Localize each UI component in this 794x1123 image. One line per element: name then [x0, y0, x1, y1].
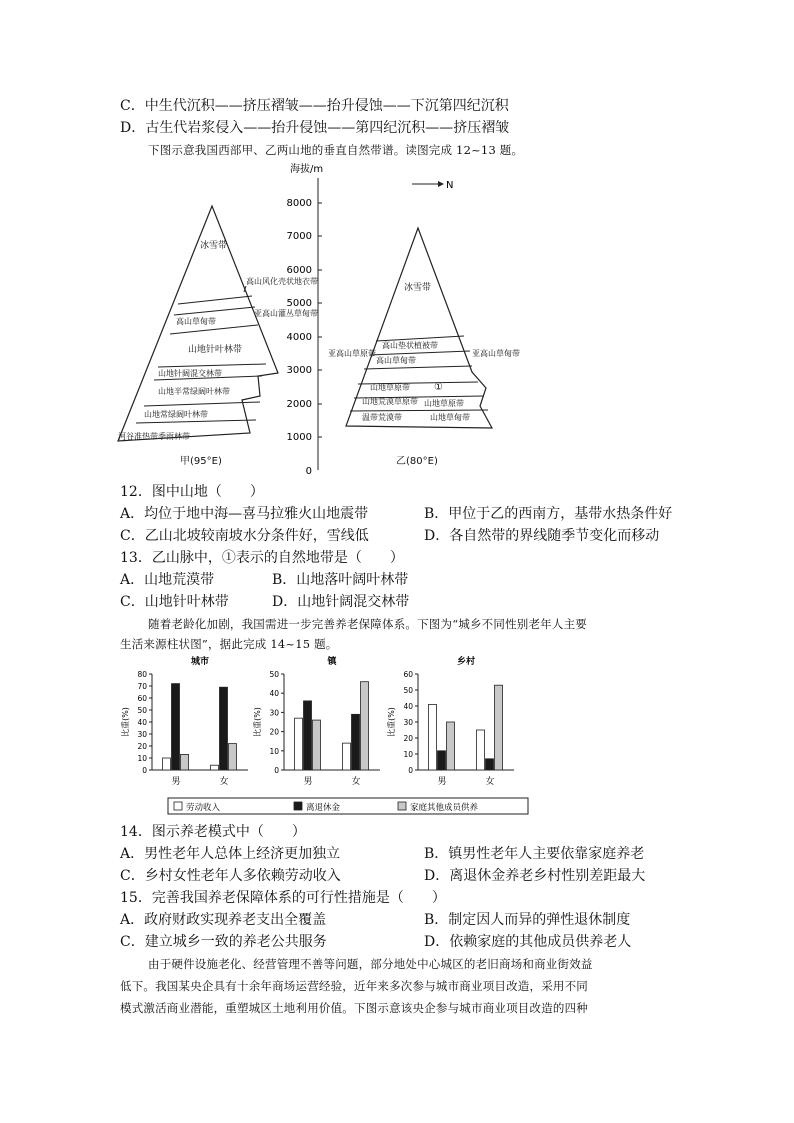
tick-7000: 7000: [286, 231, 312, 242]
chart-ytick-label-1-1: 40: [269, 689, 279, 699]
mountain-yi: [328, 228, 520, 467]
chart-ytick-label-1-2: 30: [269, 708, 279, 718]
jia-belt-ice: 冰雪带: [200, 241, 228, 251]
tick-2000: 2000: [286, 399, 312, 410]
bar-0-1-2: [229, 744, 237, 770]
yi-belt-cushion: 高山垫状植被带: [382, 341, 438, 350]
q14-option-a: A．男性老年人总体上经济更加独立: [120, 846, 341, 862]
yi-belt-unknown-1: ①: [434, 382, 443, 393]
bar-0-1-0: [211, 765, 219, 770]
yi-belt-ice: 冰雪带: [404, 283, 432, 293]
tick-3000: 3000: [286, 365, 312, 376]
chart-ytick-label-2-4: 20: [403, 734, 413, 743]
q13-option-b: B．山地落叶阔叶林带: [272, 572, 409, 588]
bar-1-1-1: [352, 714, 360, 770]
q13-option-c: C．山地针叶林带: [120, 594, 229, 610]
chart-ytick-label-2-2: 40: [403, 702, 413, 711]
q15-option-d: D．依赖家庭的其他成员供养老人: [424, 934, 632, 950]
q14-option-d: D．离退休金养老乡村性别差距最大: [424, 868, 646, 884]
chart-ylabel-2: 比重(%): [387, 707, 396, 737]
jia-belt-evergreen: 山地常绿阔叶林带: [144, 410, 208, 419]
bar-1-0-2: [313, 720, 321, 770]
chart-ytick-label-2-6: 0: [408, 766, 413, 775]
tick-4000: 4000: [286, 332, 312, 343]
q12-option-a: A．均位于地中海—喜马拉雅火山地震带: [120, 506, 369, 522]
bar-0-0-2: [181, 754, 189, 770]
legend-swatch-1: [294, 802, 302, 810]
yi-belt-meadow-2: 山地草甸带: [430, 413, 470, 422]
q14-stem: 14．图示养老模式中（ ）: [120, 824, 306, 840]
chart-title-2: 乡村: [456, 657, 476, 667]
q12-option-b: B．甲位于乙的西南方，基带水热条件好: [424, 506, 673, 522]
chart-ytick-label-2-5: 10: [403, 750, 413, 759]
chart-ytick-label-0-3: 50: [137, 706, 147, 715]
chart-category-2-1: 女: [485, 777, 495, 787]
chart-ytick-label-0-2: 60: [137, 694, 147, 703]
y-axis-label: 海拔/m: [290, 164, 324, 175]
q15-option-c: C．建立城乡一致的养老公共服务: [120, 934, 327, 950]
q15-option-b: B．制定因人而异的弹性退休制度: [424, 912, 631, 928]
intro-16-line3: 模式激活商业潜能，重塑城区土地利用价值。下图示意该央企参与城市商业项目改造的四种: [120, 1001, 588, 1015]
yi-belt-temperate-desert: 温带荒漠带: [362, 413, 402, 422]
tick-5000: 5000: [286, 298, 312, 309]
jia-belt-lichen: 高山风化壳状地衣带: [246, 277, 318, 286]
yi-belt-desert-steppe: 山地荒漠草原带: [362, 397, 418, 406]
bar-1-0-1: [304, 701, 312, 770]
chart-ylabel-0: 比重(%): [121, 707, 130, 737]
chart-ytick-label-1-4: 10: [269, 746, 279, 756]
chart-ytick-label-0-6: 20: [137, 742, 147, 751]
chart-ytick-label-1-3: 20: [269, 727, 279, 737]
chart-ytick-label-0-1: 70: [137, 682, 147, 691]
q13-option-d: D．山地针阔混交林带: [272, 594, 410, 610]
q11-option-d: D．古生代岩浆侵入——抬升侵蚀——第四纪沉积——挤压褶皱: [120, 120, 510, 136]
jia-belt-monsoon: 河谷准热带季雨林带: [118, 432, 190, 441]
jia-belt-conifer: 山地针叶林带: [188, 345, 243, 355]
bar-2-1-0: [477, 730, 485, 770]
chart-category-0-0: 男: [171, 777, 181, 787]
legend-swatch-0: [174, 802, 182, 810]
yi-caption: 乙(80°E): [396, 456, 438, 467]
chart-ytick-label-2-0: 60: [403, 670, 413, 679]
mountain-zonation-figure: [100, 158, 700, 476]
yi-belt-subalpine-meadow: 亚高山草甸带: [472, 349, 520, 358]
legend-swatch-2: [398, 802, 406, 810]
bar-1-1-2: [361, 682, 369, 770]
chart-category-0-1: 女: [219, 777, 229, 787]
legend-label-2: 家庭其他成员供养: [410, 803, 479, 813]
tick-0: 0: [305, 466, 312, 476]
tick-6000: 6000: [286, 265, 312, 276]
bar-2-0-0: [429, 704, 437, 770]
chart-ytick-label-0-4: 40: [137, 718, 147, 727]
chart-ylabel-1: 比重(%): [253, 707, 262, 737]
chart-ytick-label-1-0: 50: [269, 670, 279, 679]
jia-belt-mixed: 山地针阔混交林带: [158, 369, 222, 378]
bar-0-1-1: [220, 687, 228, 770]
chart-title-1: 镇: [327, 657, 337, 667]
bar-0-0-0: [163, 758, 171, 770]
legend-label-1: 离退休金: [306, 803, 341, 813]
q12-option-d: D．各自然带的界线随季节变化而移动: [424, 528, 660, 544]
chart-category-2-0: 男: [437, 777, 447, 787]
chart-ytick-label-0-0: 80: [137, 670, 147, 679]
chart-ytick-label-2-1: 50: [403, 686, 413, 695]
chart-ytick-label-0-8: 0: [142, 766, 147, 775]
jia-belt-semievergreen: 山地半常绿阔叶林带: [158, 387, 230, 396]
chart-ytick-label-1-5: 0: [274, 766, 279, 775]
intro-14-15-line1: 随着老龄化加剧，我国需进一步完善养老保障体系。下图为“城乡不同性别老年人主要: [148, 617, 587, 631]
jia-belt-shrub: 亚高山灌丛草甸带: [254, 309, 318, 318]
q12-stem: 12．图中山地（ ）: [120, 484, 264, 500]
bar-2-0-1: [438, 751, 446, 770]
q11-option-c: C．中生代沉积——挤压褶皱——抬升侵蚀——下沉第四纪沉积: [120, 98, 509, 114]
yi-belt-mountain-steppe: 山地草原带: [370, 383, 410, 392]
north-arrow-icon: [412, 180, 453, 191]
intro-16-line1: 由于硬件设施老化、经营管理不善等问题，部分地处中心城区的老旧商场和商业街效益: [148, 957, 593, 971]
bar-2-0-2: [447, 722, 455, 770]
q14-option-b: B．镇男性老年人主要依靠家庭养老: [424, 846, 645, 862]
north-label: N: [446, 180, 454, 191]
yi-belt-steppe-2: 山地草原带: [424, 399, 464, 408]
y-ticks: [287, 198, 312, 476]
q15-stem: 15．完善我国养老保障体系的可行性措施是（ ）: [120, 890, 446, 906]
q14-option-c: C．乡村女性老年人多依赖劳动收入: [120, 868, 341, 884]
chart-ytick-label-0-7: 10: [137, 754, 147, 763]
chart-title-0: 城市: [190, 657, 210, 667]
q13-stem: 13．乙山脉中，①表示的自然地带是（ ）: [120, 550, 404, 566]
q13-option-a: A．山地荒漠带: [120, 572, 215, 588]
intro-12-13: 下图示意我国西部甲、乙两山地的垂直自然带谱。读图完成 12~13 题。: [148, 143, 524, 157]
chart-ytick-label-2-3: 30: [403, 718, 413, 727]
bar-2-1-1: [486, 759, 494, 770]
q15-option-a: A．政府财政实现养老支出全覆盖: [120, 912, 327, 928]
yi-belt-subalpine-steppe: 亚高山草原带: [328, 349, 376, 358]
yi-belt-alpine-meadow: 高山草甸带: [376, 356, 416, 365]
legend-label-0: 劳动收入: [186, 803, 221, 813]
bar-2-1-2: [495, 685, 503, 770]
intro-14-15-line2: 生活来源柱状图”，据此完成 14~15 题。: [120, 637, 338, 651]
elderly-income-bar-charts: [118, 652, 678, 820]
tick-8000: 8000: [286, 198, 312, 209]
chart-ytick-label-0-5: 30: [137, 730, 147, 739]
bar-0-0-1: [172, 684, 180, 770]
jia-caption: 甲(95°E): [180, 456, 222, 467]
chart-category-1-0: 男: [303, 777, 313, 787]
chart-category-1-1: 女: [351, 777, 361, 787]
intro-16-line2: 低下。我国某央企具有十余年商场运营经验，近年来多次参与城市商业项目改造，采用不同: [120, 979, 588, 993]
bar-1-1-0: [343, 743, 351, 770]
jia-belt-meadow: 高山草甸带: [176, 317, 216, 326]
q12-option-c: C．乙山北坡较南坡水分条件好，雪线低: [120, 528, 369, 544]
bar-1-0-0: [295, 718, 303, 770]
tick-1000: 1000: [286, 432, 312, 443]
